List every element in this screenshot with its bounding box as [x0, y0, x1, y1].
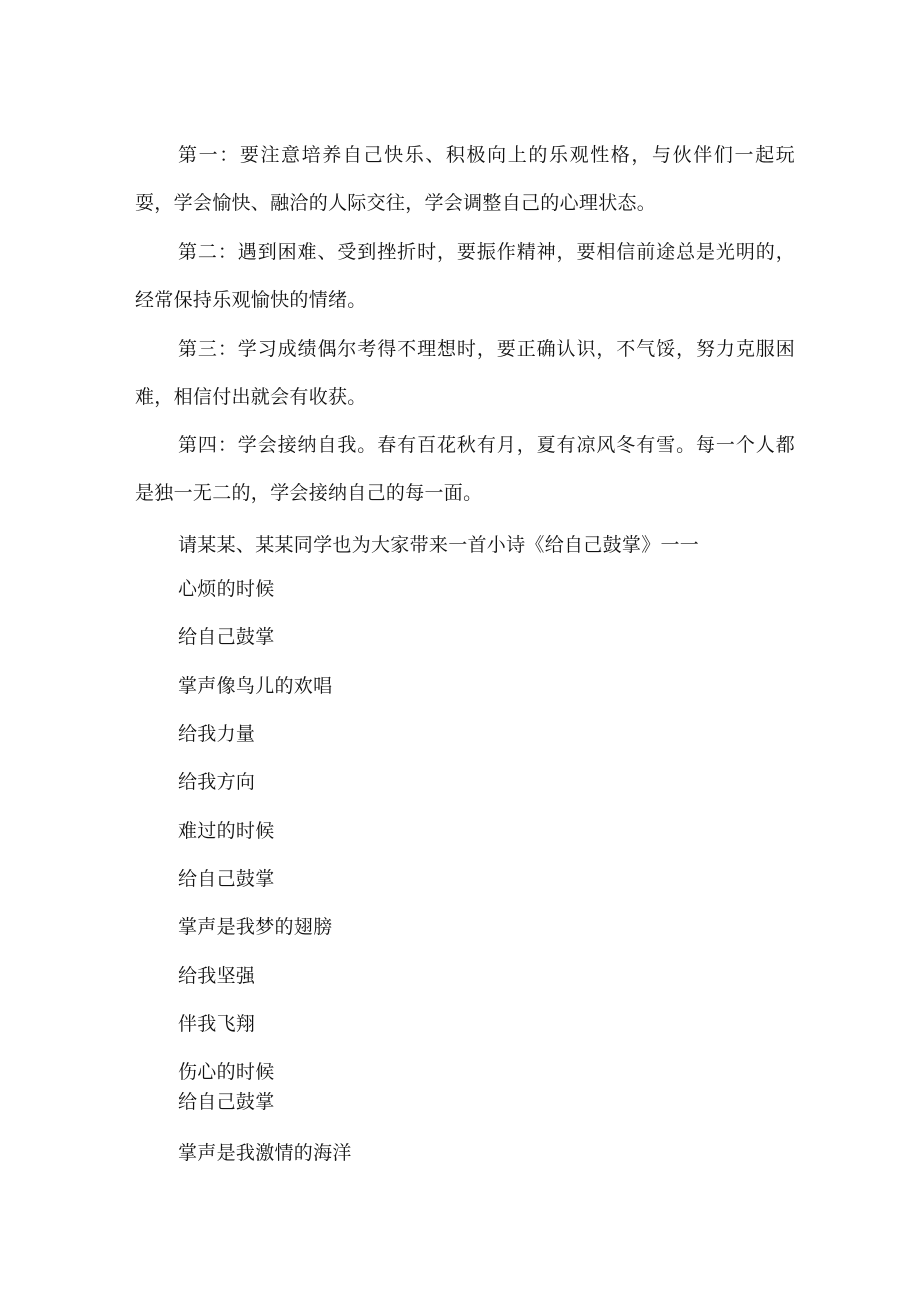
paragraph-first: 第一：要注意培养自己快乐、积极向上的乐观性格，与伙伴们一起玩耍，学会愉快、融洽的人际交往，学会调整自己的心理状态。 — [135, 144, 795, 214]
paragraph-fourth: 第四：学会接纳自我。春有百花秋有月，夏有凉风冬有雪。每一个人都是独一无二的，学会接纳自己的每一面。 — [135, 434, 795, 504]
poem-line: 难过的时候 — [178, 820, 275, 842]
poem-line: 给我力量 — [178, 723, 256, 745]
poem-intro: 请某某、某某同学也为大家带来一首小诗《给自己鼓掌》一一 — [178, 534, 700, 556]
paragraph-second: 第二：遇到困难、受到挫折时，要振作精神，要相信前途总是光明的，经常保持乐观愉快的情绪。 — [135, 241, 795, 311]
poem-line: 伤心的时候 — [178, 1061, 275, 1083]
poem-line: 掌声像鸟儿的欢唱 — [178, 675, 333, 697]
poem-line: 掌声是我梦的翅膀 — [178, 916, 333, 938]
poem-line: 伴我飞翔 — [178, 1013, 256, 1035]
poem-line: 心烦的时候 — [178, 578, 275, 600]
poem-line: 给我方向 — [178, 771, 256, 793]
poem-line: 掌声是我激情的海洋 — [178, 1142, 352, 1164]
poem-line: 给自己鼓掌 — [178, 626, 275, 648]
poem-line: 给我坚强 — [178, 965, 256, 987]
poem-line: 给自己鼓掌 — [178, 868, 275, 890]
paragraph-third: 第三：学习成绩偶尔考得不理想时，要正确认识，不气馁，努力克服困难，相信付出就会有收获。 — [135, 338, 795, 408]
poem-line: 给自己鼓掌 — [178, 1091, 275, 1113]
